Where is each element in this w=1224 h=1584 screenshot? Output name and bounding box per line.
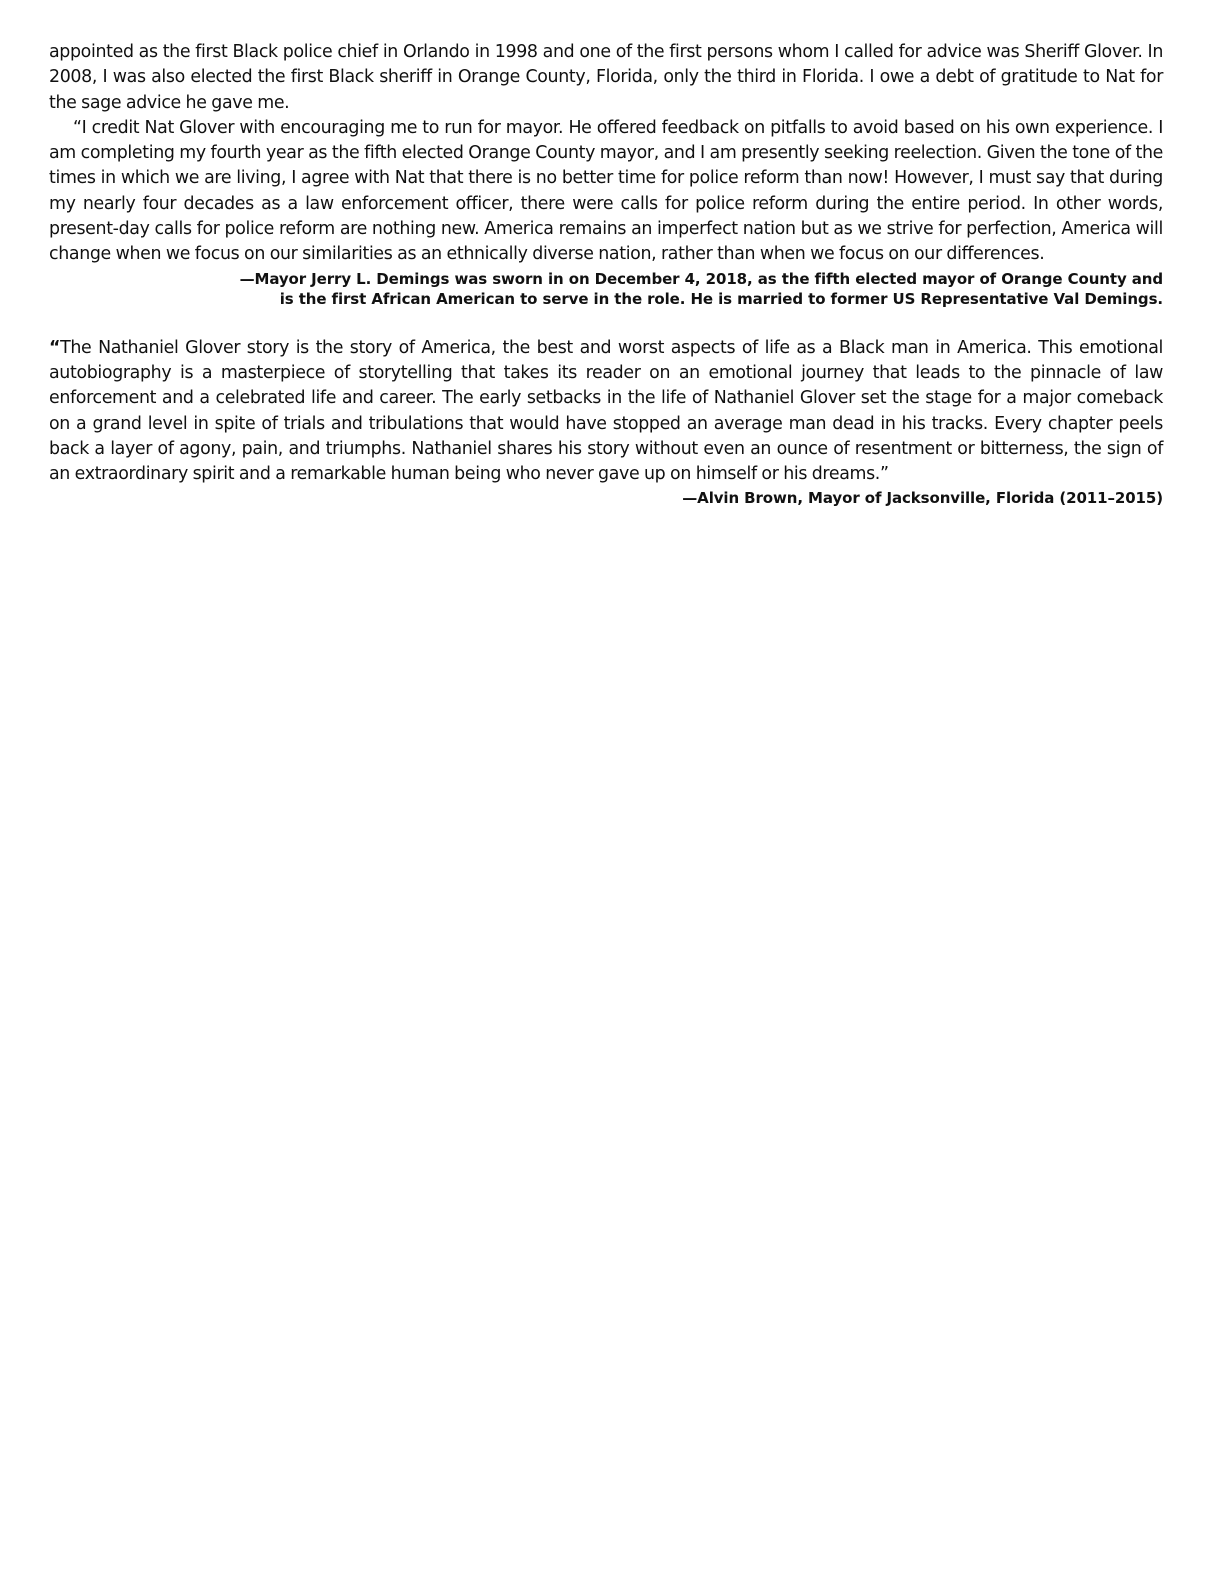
testimonial-attribution: —Mayor Jerry L. Demings was sworn in on December 4, 2018, as the fifth elected mayor of Orange County and is the first African American to serve in the role. He is married to former US Representative Val Demings. xyxy=(239,269,1163,309)
testimonial-attribution: —Alvin Brown, Mayor of Jacksonville, Florida (2011–2015) xyxy=(682,489,1163,508)
section-spacer xyxy=(49,310,1163,336)
testimonial-brown xyxy=(49,336,1163,509)
open-quote-mark: “ xyxy=(49,337,61,358)
testimonial-continuation-text: appointed as the first Black police chief in Orlando in 1998 and one of the first persons whom I called for advice was Sheriff Glover. In 2008, I was also elected the first Black sheriff in Orange County, Florida, only the third in Florida. I owe a debt of gratitude to Nat for the sage advice he gave me. xyxy=(49,42,1163,113)
page-body xyxy=(49,40,1163,509)
testimonial-paragraph: “I credit Nat Glover with encouraging me to run for mayor. He offered feedback on pitfalls to avoid based on his own experience. I am completing my fourth year as the fifth elected Orange County mayor, and I am presently seeking reelection. Given the tone of the times in which we are living, I agree with Nat that there is no better time for police reform than now! However, I must say that during my nearly four decades as a law enforcement officer, there were calls for police reform during the entire period. In other words, present-day calls for police reform are nothing new. America remains an imperfect nation but as we strive for perfection, America will change when we focus on our similarities as an ethnically diverse nation, rather than when we focus on our differences. xyxy=(49,117,1163,265)
testimonial-quote xyxy=(49,336,1163,488)
testimonial-demings xyxy=(49,40,1163,310)
testimonial-quote-text: The Nathaniel Glover story is the story of America, the best and worst aspects of life as a Black man in America. This emotional autobiography is a masterpiece of storytelling that takes its reader on an emotional journey that leads to the pinnacle of law enforcement and a celebrated life and career. The early setbacks in the life of Nathaniel Glover set the stage for a major comeback on a grand level in spite of trials and tribulations that would have stopped an average man dead in his tracks. Every chapter peels back a layer of agony, pain, and triumphs. Nathaniel shares his story without even an ounce of resentment or bitterness, the sign of an extraordinary spirit and a remarkable human being who never gave up on himself or his dreams.” xyxy=(49,337,1163,485)
